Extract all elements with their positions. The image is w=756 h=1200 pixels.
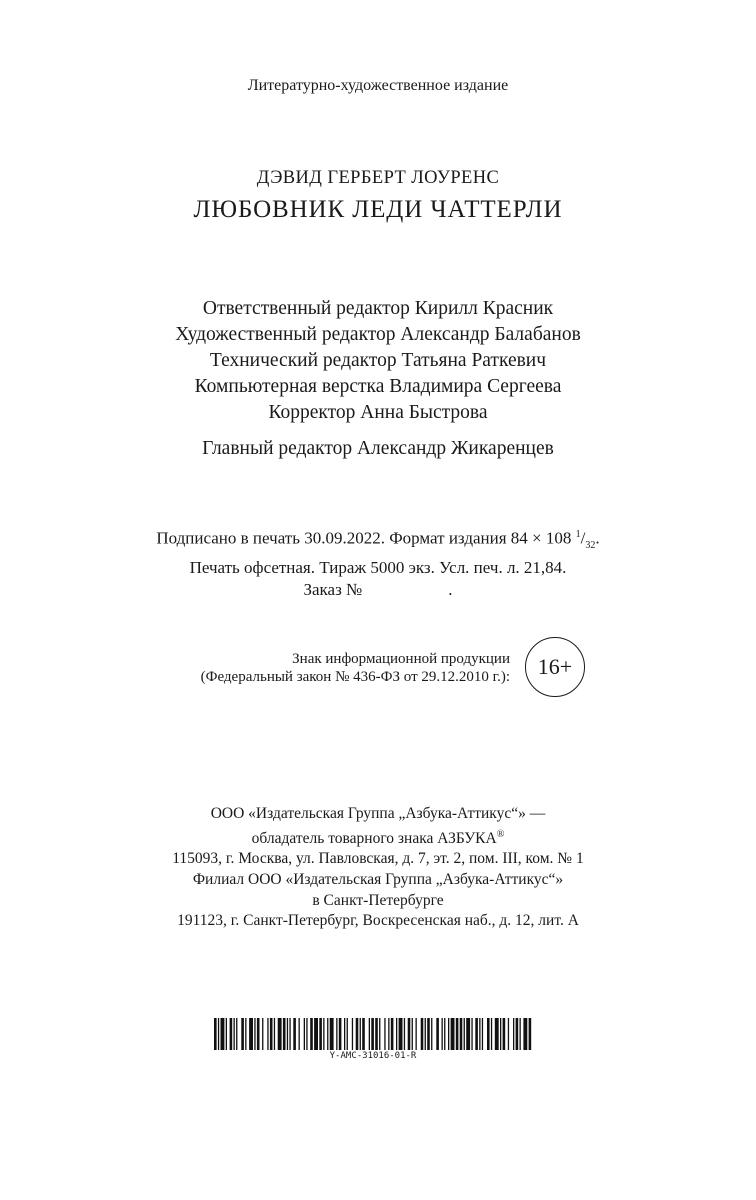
barcode-bar [491,1018,492,1050]
barcode-bar [379,1018,380,1050]
barcode-bar [293,1018,296,1050]
age-rating-text: 16+ [537,654,573,679]
chief-editor: Главный редактор Александр Жикаренцев [202,438,554,459]
age-rating-badge [525,637,585,697]
barcode-bar [310,1018,313,1050]
print-signed-format: Подписано в печать 30.09.2022. Формат издания 84 × 108 [156,528,576,548]
barcode-bar [456,1018,459,1050]
barcode-bar [221,1018,225,1050]
barcode-bar [304,1018,305,1050]
barcode-bar [369,1018,370,1050]
barcode-bar [404,1018,405,1050]
format-fraction-denominator: 32 [585,540,596,552]
order-line [0,579,756,601]
barcode-bar [427,1018,430,1050]
barcode-bar [396,1018,397,1050]
barcode-bar [347,1018,348,1050]
barcode-bar [241,1018,244,1050]
technical-editor: Технический редактор Татьяна Раткевич [209,350,547,371]
barcode-image [214,1018,532,1050]
branch-name: Филиал ООО «Издательская Группа „Азбука-Аттикус“» [192,870,564,888]
publisher-info [0,804,756,932]
order-end: . [448,580,453,600]
barcode-bar [226,1018,227,1050]
barcode-bar [362,1018,365,1050]
barcode-bar [254,1018,255,1050]
barcode-bar [327,1018,328,1050]
barcode-bar [520,1018,521,1050]
barcode-bar [475,1018,478,1050]
barcode-bar [436,1018,439,1050]
barcode-bar [344,1018,345,1050]
responsible-editor: Ответственный редактор Кирилл Красник [202,298,554,319]
barcode-bar [230,1018,233,1050]
barcode-bar [245,1018,246,1050]
moscow-address: 115093, г. Москва, ул. Павловская, д. 7, эт. 2, пом. III, ком. № 1 [172,850,584,868]
barcode-bar [412,1018,413,1050]
barcode-bar [356,1018,359,1050]
layout-designer: Компьютерная верстка Владимира Сергеева [194,376,562,397]
trademark-owner: обладатель товарного знака АЗБУКА [251,829,497,847]
print-run-line: Печать офсетная. Тираж 5000 экз. Усл. печ. л. 21,84. [189,558,567,578]
format-fraction-numerator: 1 [575,529,581,540]
barcode-bar [323,1018,324,1050]
barcode-bar [267,1018,268,1050]
barcode-bar [289,1018,290,1050]
spb-address: 191123, г. Санкт-Петербург, Воскресенская наб., д. 12, лит. А [177,912,579,930]
info-product-sign [150,650,510,686]
barcode-bar [482,1018,483,1050]
barcode-bar [408,1018,411,1050]
format-fraction-dot: . [595,528,600,548]
barcode-bar [513,1018,514,1050]
barcode-bar [471,1018,472,1050]
proofreader: Корректор Анна Быстрова [268,402,488,423]
barcode-bar [523,1018,527,1050]
barcode-bar [249,1018,253,1050]
barcode-bar [278,1018,282,1050]
barcode-bar [388,1018,389,1050]
barcode-bar [516,1018,519,1050]
barcode-bar [218,1018,219,1050]
barcode-bar [236,1018,237,1050]
barcode-bar [479,1018,480,1050]
barcode-bar [495,1018,499,1050]
barcode-bar [500,1018,501,1050]
barcode-bar [416,1018,417,1050]
book-title: ЛЮБОВНИК ЛЕДИ ЧАТТЕРЛИ [193,196,563,223]
barcode-bar [444,1018,445,1050]
barcode-bar [330,1018,334,1050]
art-editor: Художественный редактор Александр Балабанов [175,324,581,345]
format-fraction-slash: / [580,528,586,548]
barcode-bar [508,1018,509,1050]
author-name: ДЭВИД ГЕРБЕРТ ЛОУРЕНС [256,168,500,188]
barcode-code: Y-AMC-31016-01-R [329,1051,417,1061]
registered-mark: ® [496,828,505,840]
barcode-bar [451,1018,455,1050]
federal-law-reference: (Федеральный закон № 436-ФЗ от 29.12.2010 г.): [200,669,510,685]
barcode-bar [399,1018,403,1050]
barcode-bar [384,1018,385,1050]
barcode-bar [283,1018,286,1050]
barcode-bar [442,1018,443,1050]
barcode-bar [299,1018,300,1050]
staff-credits [0,296,756,426]
edition-type: Литературно-художественное издание [247,77,509,94]
barcode-bar [375,1018,378,1050]
order-label: Заказ № [303,580,363,600]
barcode-bar [448,1018,449,1050]
barcode-bar [270,1018,273,1050]
barcode-bar [466,1018,470,1050]
trademark-owner-line [0,825,756,850]
barcode-bar [339,1018,342,1050]
barcode-bar [319,1018,322,1050]
barcode-bar [314,1018,318,1050]
barcode-bar [234,1018,235,1050]
barcode-bar [306,1018,307,1050]
barcode-bar [425,1018,426,1050]
barcode-bar [371,1018,374,1050]
print-format-line [0,524,756,557]
barcode-bar [257,1018,260,1050]
barcode-bar [360,1018,361,1050]
barcode-bar [352,1018,353,1050]
publisher-name: ООО «Издательская Группа „Азбука-Аттикус“» — [210,805,546,822]
barcode-bar [287,1018,288,1050]
barcode-bar [421,1018,424,1050]
barcode-bar [487,1018,490,1050]
branch-city: в Санкт-Петербурге [312,891,444,909]
print-details [0,524,756,601]
barcode-bar [336,1018,337,1050]
barcode-bar [431,1018,432,1050]
barcode-bar [464,1018,465,1050]
barcode-bar [262,1018,263,1050]
barcode-bar [391,1018,394,1050]
barcode-bar [529,1018,532,1050]
barcode-bar [503,1018,506,1050]
barcode-bar [214,1018,217,1050]
info-product-label: Знак информационной продукции [292,651,510,667]
barcode-bar [460,1018,463,1050]
barcode-bar [274,1018,275,1050]
